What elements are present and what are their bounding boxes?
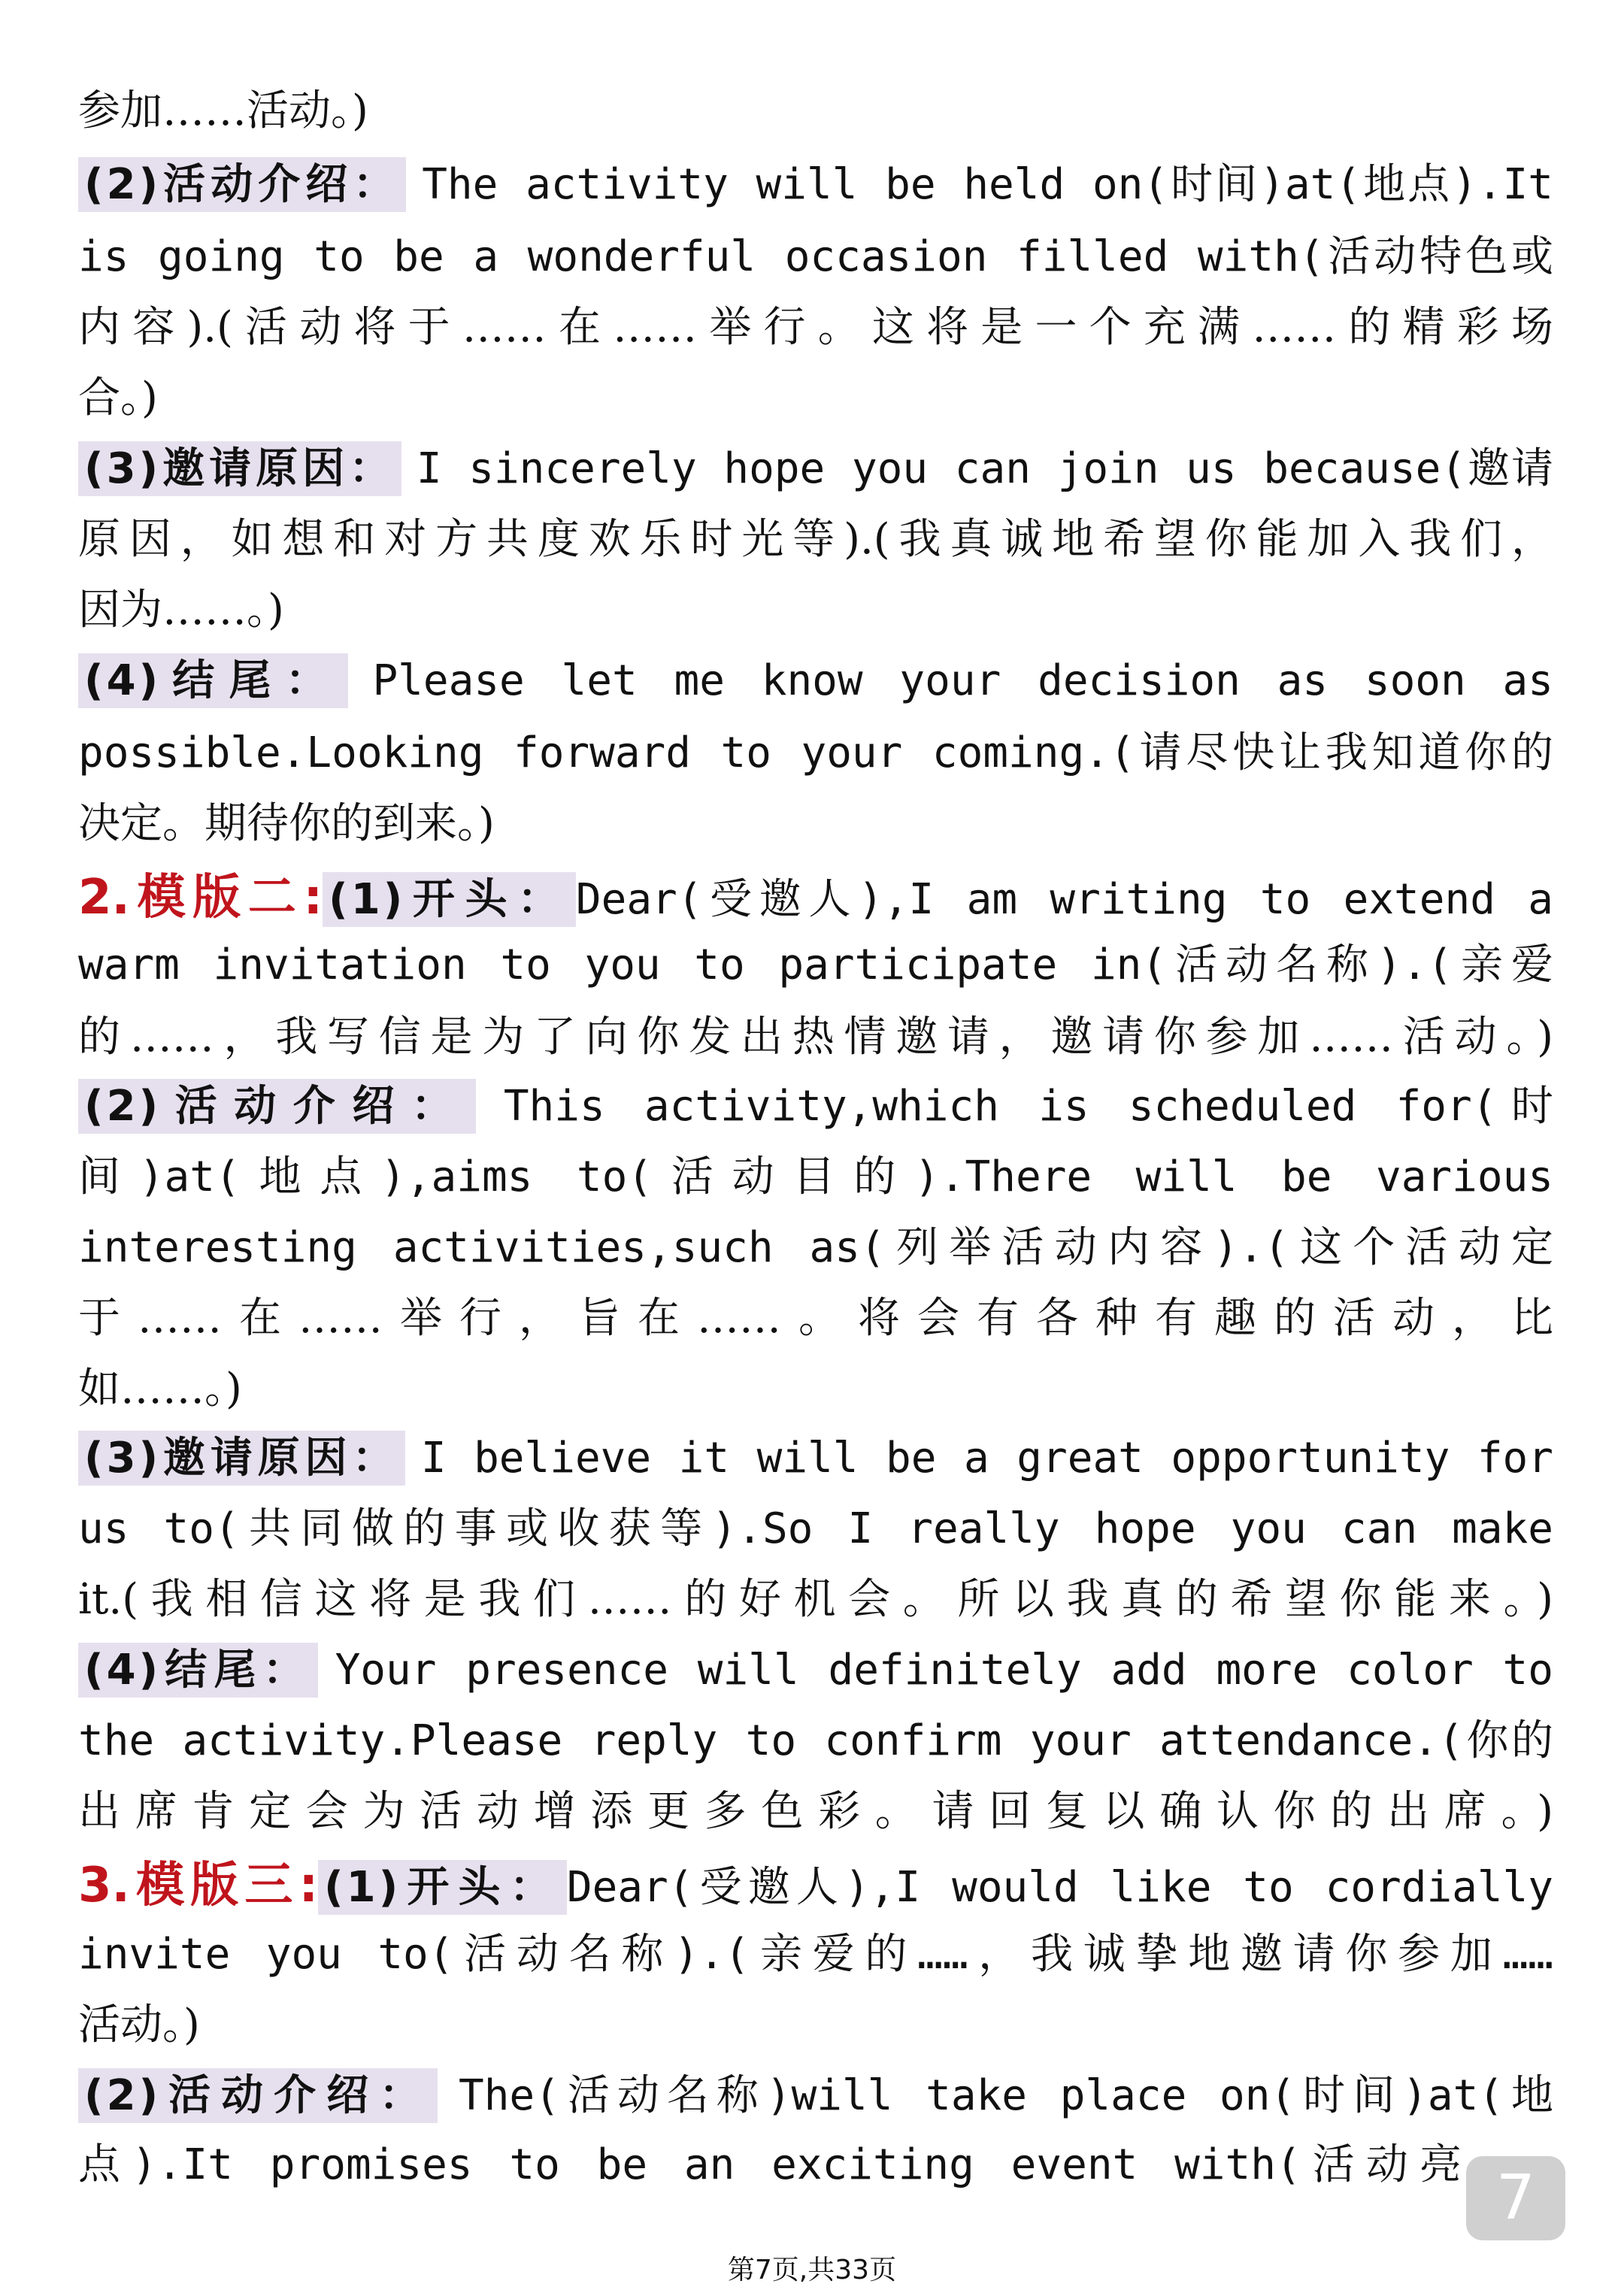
section-label: (1)开头： bbox=[318, 1860, 567, 1915]
section-label: (1)开头： bbox=[323, 872, 576, 927]
text-line: us to(共同做的事或收获等).So I really hope you can make bbox=[78, 1504, 1553, 1553]
text-line: 于……在……举行，旨在……。将会有各种有趣的活动，比 bbox=[78, 1294, 1553, 1343]
text-line: 原因，如想和对方共度欢乐时光等).(我真诚地希望你能加入我们， bbox=[78, 515, 1553, 564]
text-line: (4)结尾： Please let me know your decision as soon as bbox=[78, 651, 1553, 711]
section-label: (4)结尾： bbox=[78, 653, 348, 708]
text-line: possible.Looking forward to your coming.(请尽快让我知道你的 bbox=[78, 728, 1553, 777]
section-label: (4)结尾： bbox=[78, 1643, 318, 1698]
page-footer: 第7页,共33页 bbox=[727, 2255, 897, 2285]
text-line: (3)邀请原因： I sincerely hope you can join us because(邀请 bbox=[78, 439, 1553, 499]
text-line: warm invitation to you to participate in(活动名称).(亲爱 bbox=[78, 941, 1553, 989]
text-line: 间)at(地点),aims to(活动目的).There will be various bbox=[78, 1153, 1553, 1201]
text-line: 3.模版三: (1)开头： Dear(受邀人),I would like to cordially bbox=[78, 1858, 1553, 1913]
text-line: 活动。) bbox=[78, 2001, 200, 2049]
text-line: interesting activities,such as(列举活动内容).(这个活动定 bbox=[78, 1223, 1553, 1272]
template-heading: 3.模版三: bbox=[78, 1858, 319, 1913]
section-label: (3)邀请原因： bbox=[78, 1431, 405, 1486]
text-line: (2)活动介绍： The activity will be held on(时间)at(地点).It bbox=[78, 155, 1553, 215]
text-line: (3)邀请原因： I believe it will be a great opportunity for bbox=[78, 1428, 1553, 1489]
text-line: 如……。) bbox=[78, 1365, 242, 1413]
text-line: it.(我相信这将是我们……的好机会。所以我真的希望你能来。) bbox=[78, 1575, 1553, 1624]
text-line: 的……，我写信是为了向你发出热情邀请，邀请你参加……活动。) bbox=[78, 1013, 1553, 1062]
section-label: (2)活动介绍： bbox=[78, 1079, 476, 1134]
template-heading: 2.模版二: bbox=[78, 870, 323, 925]
text-line: 点).It promises to be an exciting event with(活动亮 bbox=[78, 2140, 1462, 2189]
text-line: is going to be a wonderful occasion filled with(活动特色或 bbox=[78, 232, 1553, 281]
text-line: (2)活动介绍： The(活动名称)will take place on(时间)at(地 bbox=[78, 2066, 1553, 2126]
section-label: (3)邀请原因： bbox=[78, 441, 401, 496]
text-line: 出席肯定会为活动增添更多色彩。请回复以确认你的出席。) bbox=[78, 1787, 1553, 1836]
page-number-badge: 7 bbox=[1466, 2156, 1565, 2240]
text-line: 参加……活动。) bbox=[78, 86, 368, 135]
text-line: (2)活动介绍： This activity,which is scheduled for(时 bbox=[78, 1077, 1553, 1137]
section-label: (2)活动介绍： bbox=[78, 157, 406, 212]
text-line: invite you to(活动名称).(亲爱的……，我诚挚地邀请你参加…… bbox=[78, 1930, 1553, 1979]
text-line: (4)结尾： Your presence will definitely add more color to bbox=[78, 1640, 1553, 1701]
text-line: 2.模版二: (1)开头： Dear(受邀人),I am writing to extend a bbox=[78, 870, 1553, 925]
section-label: (2)活动介绍： bbox=[78, 2068, 438, 2123]
text-line: 因为……。) bbox=[78, 586, 284, 635]
text-line: the activity.Please reply to confirm your attendance.(你的 bbox=[78, 1716, 1553, 1765]
text-line: 内容).(活动将于……在……举行。这将是一个充满……的精彩场 bbox=[78, 303, 1553, 352]
text-line: 决定。期待你的到来。) bbox=[78, 799, 495, 848]
text-line: 合。) bbox=[78, 374, 158, 423]
